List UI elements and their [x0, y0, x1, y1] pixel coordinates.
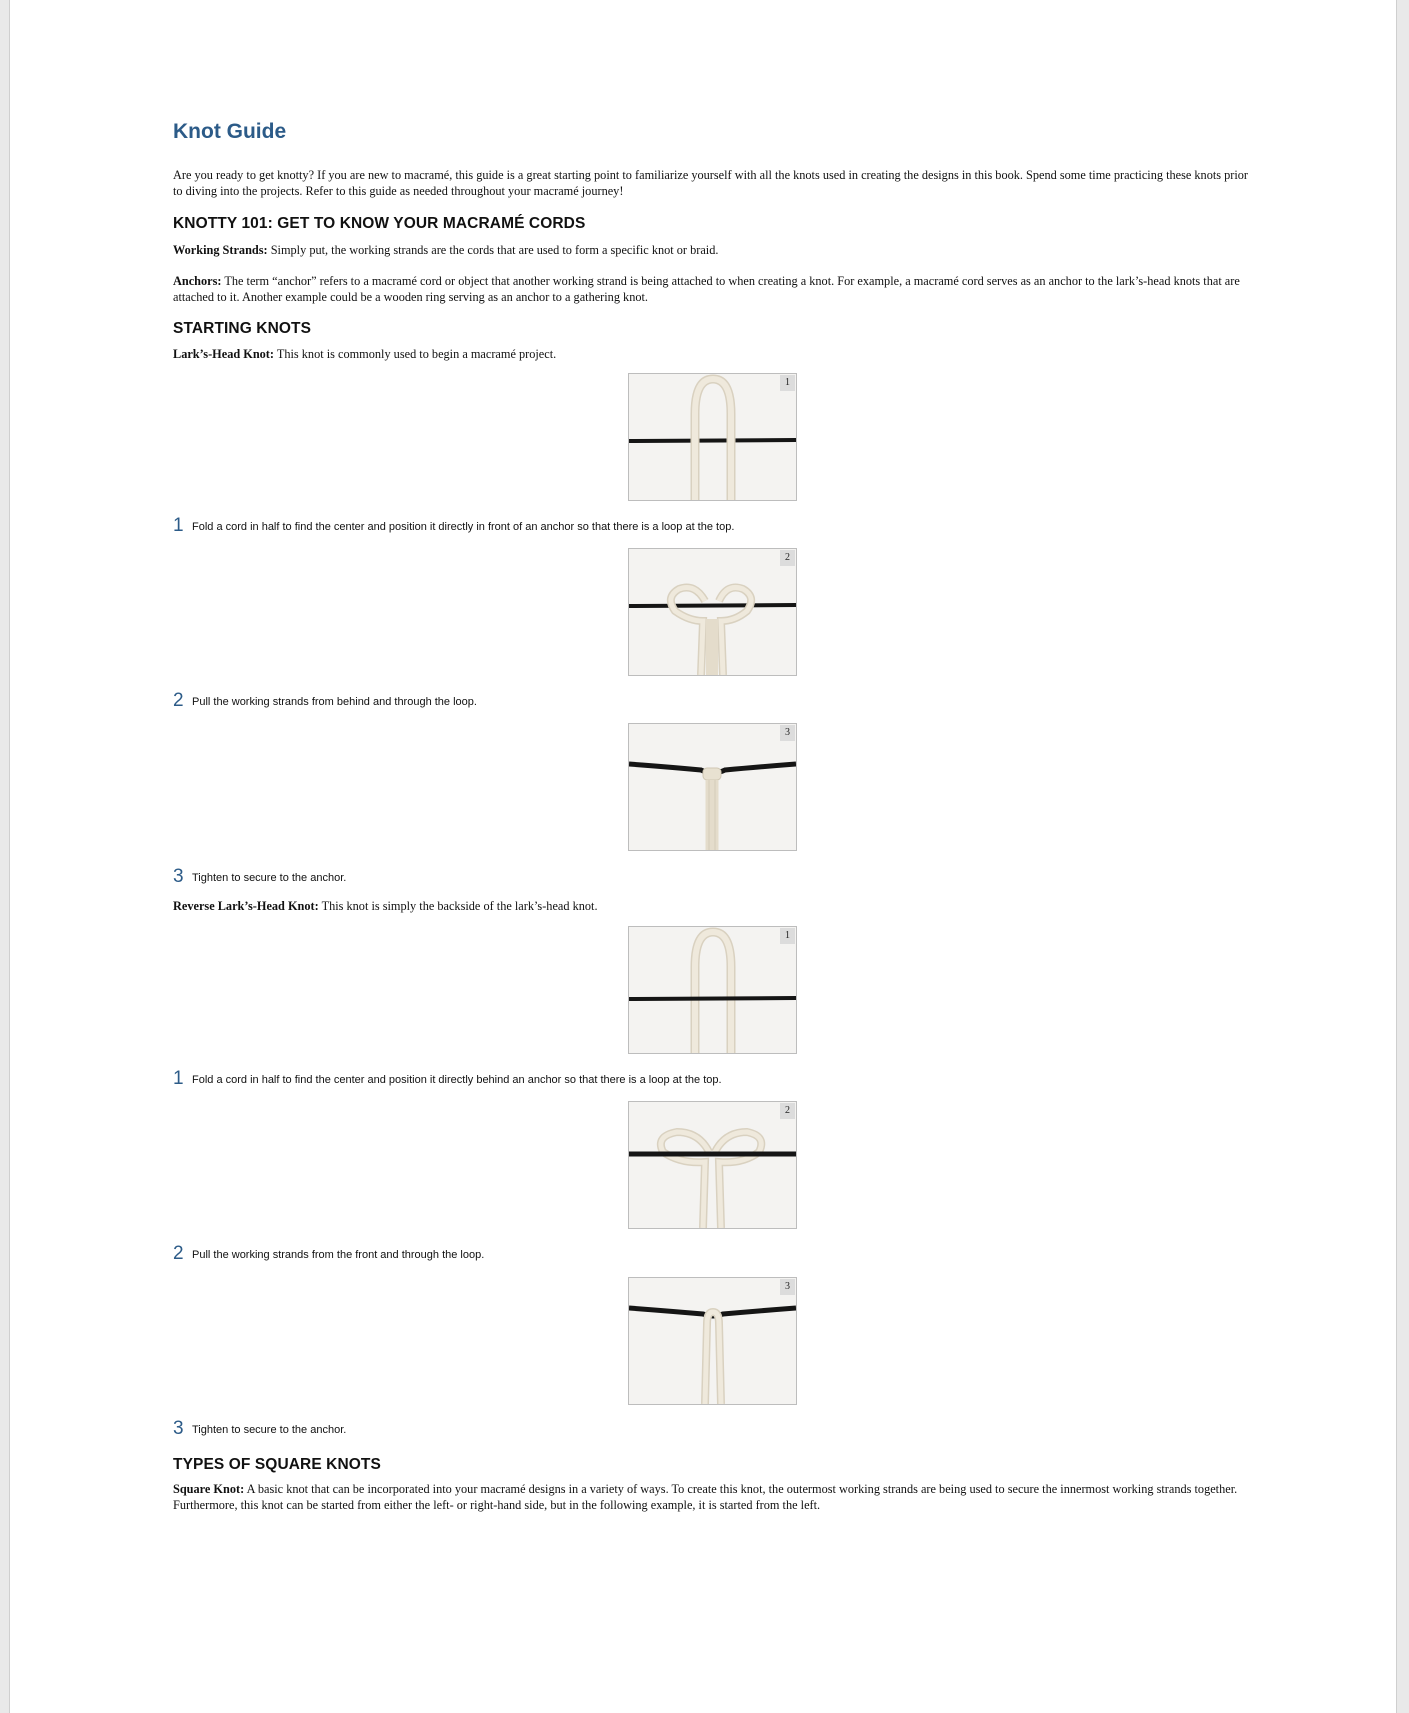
working-strands-label: Working Strands: [173, 243, 268, 257]
step-badge: 2 [780, 550, 795, 566]
reverse-step-1 [173, 1068, 1253, 1092]
page-title: Knot Guide [173, 120, 287, 143]
step-text: Tighten to secure to the anchor. [192, 1424, 347, 1436]
step-text: Fold a cord in half to find the center and position it directly in front of an anchor so that there is a loop at the top. [192, 521, 735, 533]
step-number: 3 [173, 866, 184, 887]
step-number: 1 [173, 515, 184, 536]
reverse-step-2-photo [628, 1101, 797, 1229]
square-knot-paragraph [173, 1482, 1253, 1513]
square-knot-label: Square Knot: [173, 1482, 245, 1496]
section-heading-cords: KNOTTY 101: GET TO KNOW YOUR MACRAMÉ CORDS [173, 215, 586, 232]
reverse-step-3 [173, 1418, 1253, 1442]
larks-head-step-1 [173, 515, 1253, 539]
anchors-text: The term “anchor” refers to a macramé cord or object that another working strand is being attached to when creating a knot. For example, a macramé cord serves as an anchor to the lark’s-head knots that are attached to it. Another example could be a wooden ring serving as an anchor to a gathering knot. [173, 274, 1240, 304]
step-number: 3 [173, 1418, 184, 1439]
step-number: 2 [173, 690, 184, 711]
working-strands-text: Simply put, the working strands are the cords that are used to form a specific knot or braid. [267, 243, 719, 257]
larks-head-step-2-photo [628, 548, 797, 676]
step-badge: 3 [780, 1279, 795, 1295]
larks-head-step-2 [173, 690, 1253, 714]
reverse-larks-head-label: Reverse Lark’s-Head Knot: [173, 899, 319, 913]
step-text: Tighten to secure to the anchor. [192, 872, 347, 884]
larks-head-paragraph [173, 347, 1253, 363]
intro-paragraph: Are you ready to get knotty? If you are new to macramé, this guide is a great starting point to familiarize yourself with all the knots used in creating the designs in this book. Spend some time practicing these knots prior to diving into the projects. Refer to this guide as needed throughout your macramé journey! [173, 168, 1249, 198]
square-knot-text: A basic knot that can be incorporated into your macramé designs in a variety of ways. To create this knot, the outermost working strands are being used to secure the innermost working strands together. Furthermore, this knot can be started from either the left- or right-hand side, but in the following example, it is started from the left. [173, 1482, 1238, 1512]
anchors-paragraph [173, 274, 1253, 305]
step-text: Pull the working strands from the front and through the loop. [192, 1249, 485, 1261]
document-page [9, 0, 1397, 1713]
step-number: 2 [173, 1243, 184, 1264]
step-text: Fold a cord in half to find the center and position it directly behind an anchor so that there is a loop at the top. [192, 1074, 722, 1086]
reverse-larks-head-paragraph [173, 899, 1253, 915]
working-strands-paragraph [173, 243, 1253, 259]
step-badge: 2 [780, 1103, 795, 1119]
larks-head-label: Lark’s-Head Knot: [173, 347, 274, 361]
larks-head-text: This knot is commonly used to begin a macramé project. [274, 347, 557, 361]
anchors-label: Anchors: [173, 274, 222, 288]
section-heading-starting: STARTING KNOTS [173, 320, 312, 337]
step-badge: 1 [780, 375, 795, 391]
reverse-larks-head-text: This knot is simply the backside of the lark’s-head knot. [318, 899, 598, 913]
larks-head-step-3-photo [628, 723, 797, 851]
section-heading-square: TYPES OF SQUARE KNOTS [173, 1456, 381, 1473]
reverse-step-3-photo [628, 1277, 797, 1405]
reverse-step-1-photo [628, 926, 797, 1054]
step-number: 1 [173, 1068, 184, 1089]
step-text: Pull the working strands from behind and through the loop. [192, 696, 477, 708]
reverse-step-2 [173, 1243, 1253, 1267]
larks-head-step-3 [173, 866, 1253, 890]
step-badge: 3 [780, 725, 795, 741]
larks-head-step-1-photo [628, 373, 797, 501]
step-badge: 1 [780, 928, 795, 944]
